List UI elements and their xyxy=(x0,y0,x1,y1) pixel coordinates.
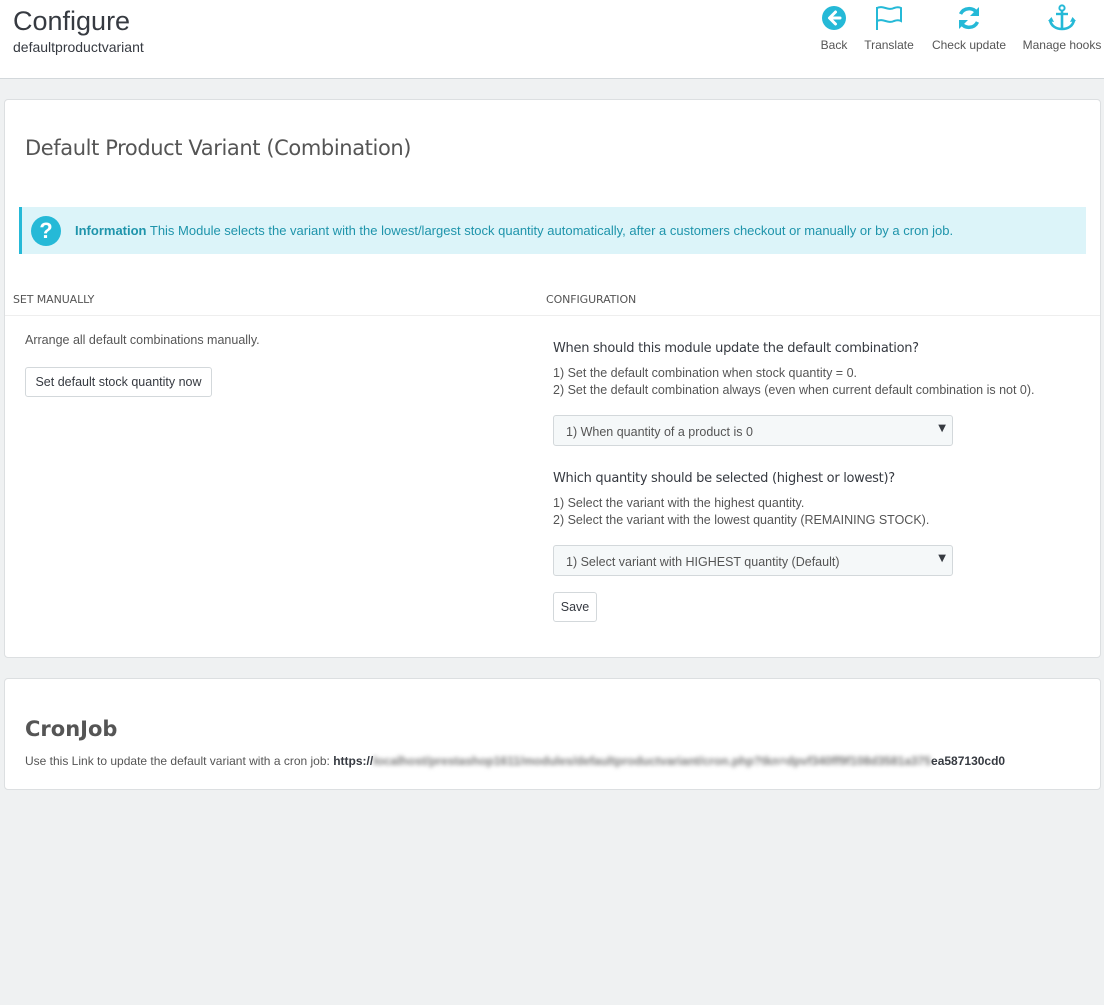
section-divider xyxy=(5,315,1100,316)
quantity-mode-select[interactable] xyxy=(553,545,953,576)
cronjob-title: CronJob xyxy=(25,717,118,741)
cronjob-link-prefix[interactable]: https:// xyxy=(333,754,374,768)
quantity-option-2-text: 2) Select the variant with the lowest quantity (REMAINING STOCK). xyxy=(553,513,930,527)
back-button[interactable] xyxy=(818,0,850,60)
cronjob-link-blurred[interactable]: localhost/prestashop1611/modules/defaultproductvariant/cron.php?tkn=dpvf340ff9f108d3581a375 xyxy=(373,754,932,768)
manage-hooks-label: Manage hooks xyxy=(1022,38,1102,52)
question-icon: ? xyxy=(31,216,61,246)
back-label: Back xyxy=(820,38,848,52)
update-mode-select[interactable] xyxy=(553,415,953,446)
set-default-stock-button[interactable]: Set default stock quantity now xyxy=(25,367,212,397)
caret-down-icon: ▼ xyxy=(938,423,946,434)
set-manually-description: Arrange all default combinations manually. xyxy=(25,333,260,347)
page-subtitle: defaultproductvariant xyxy=(13,39,144,55)
update-question-title: When should this module update the default combination? xyxy=(553,341,919,356)
configuration-panel xyxy=(4,99,1101,658)
check-update-button[interactable] xyxy=(929,0,1009,60)
quantity-question-title: Which quantity should be selected (highest or lowest)? xyxy=(553,471,895,486)
flag-icon xyxy=(874,3,904,33)
info-alert-message: This Module selects the variant with the lowest/largest stock quantity automatically, after a customers checkout or manually or by a cron job. xyxy=(146,223,954,238)
panel-title: Default Product Variant (Combination) xyxy=(25,136,412,160)
info-alert-strong: Information xyxy=(75,223,147,238)
page-title: Configure xyxy=(13,6,131,36)
translate-label: Translate xyxy=(864,38,914,52)
refresh-icon xyxy=(955,3,983,33)
caret-down-icon: ▼ xyxy=(938,553,946,564)
anchor-icon xyxy=(1047,3,1077,33)
update-option-1-text: 1) Set the default combination when stock quantity = 0. xyxy=(553,366,858,380)
quantity-mode-selected: 1) Select variant with HIGHEST quantity (Default) xyxy=(566,555,840,569)
update-mode-selected: 1) When quantity of a product is 0 xyxy=(566,425,753,439)
cronjob-description: Use this Link to update the default variant with a cron job: xyxy=(25,754,334,768)
info-alert xyxy=(19,207,1086,254)
configuration-heading: CONFIGURATION xyxy=(546,293,637,306)
cronjob-panel xyxy=(4,678,1101,790)
info-alert-text xyxy=(75,223,953,238)
arrow-left-circle-icon xyxy=(821,3,847,33)
set-manually-heading: SET MANUALLY xyxy=(13,293,95,306)
cronjob-link-suffix[interactable]: ea587130cd0 xyxy=(931,754,1006,768)
cronjob-text xyxy=(25,754,1005,768)
check-update-label: Check update xyxy=(931,38,1007,52)
page-header xyxy=(0,0,1104,79)
quantity-option-1-text: 1) Select the variant with the highest quantity. xyxy=(553,496,805,510)
update-option-2-text: 2) Set the default combination always (even when current default combination is not 0). xyxy=(553,383,1035,397)
save-button[interactable]: Save xyxy=(553,592,597,622)
manage-hooks-button[interactable] xyxy=(1021,0,1103,60)
translate-button[interactable] xyxy=(861,0,917,60)
